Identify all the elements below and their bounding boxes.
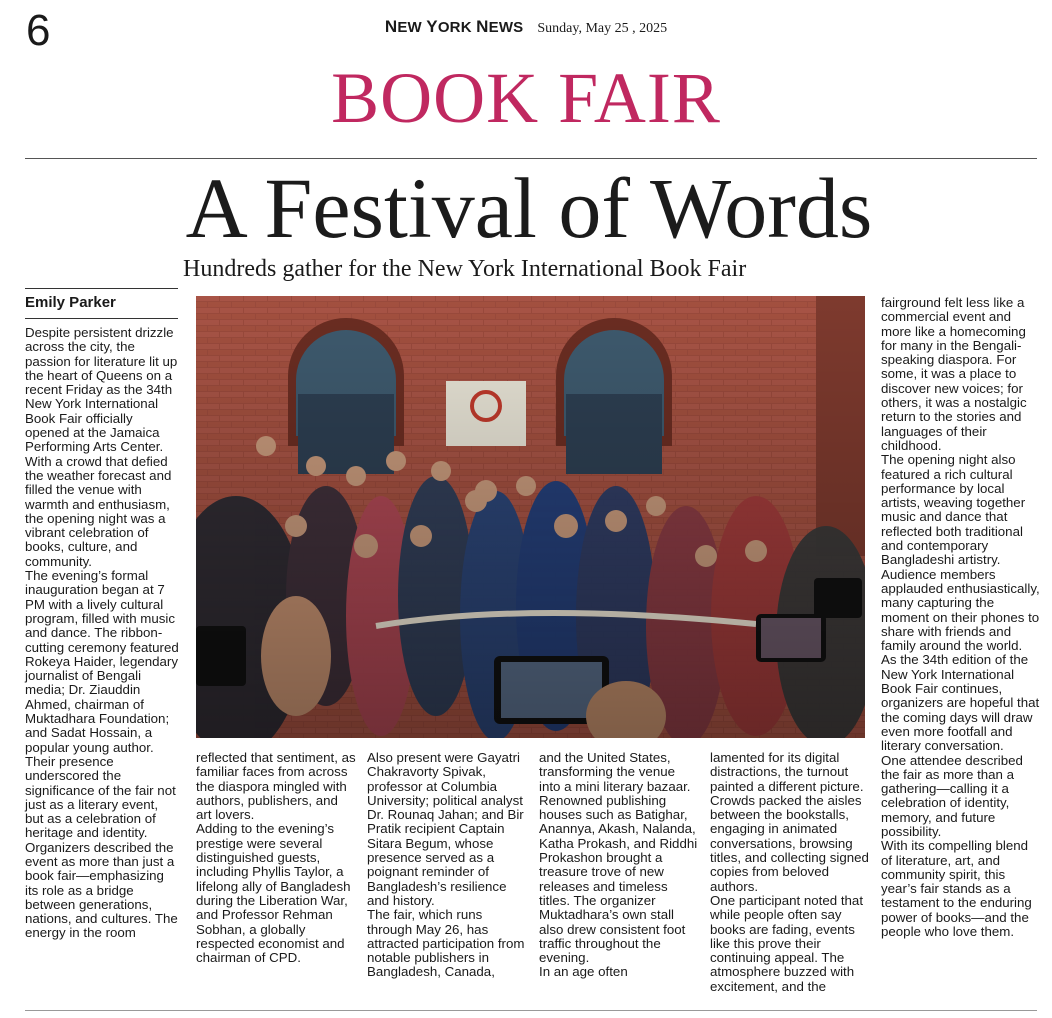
issue-date: Sunday, May 25 , 2025 [537, 21, 668, 36]
paragraph: One attendee described the fair as more than a gathering—calling it a celebration of identity, memory, and future possibility. [881, 752, 1023, 839]
paragraph: Despite persistent drizzle across the city, the passion for literature lit up the heart of Queens on a recent Friday as the 34th New York International Book Fair officially opened at the Jamaica Performing Arts Center. With a crowd that defied the weather forecast and filled the venue with warmth and enthusiasm, the opening night was a vibrant celebration of books, culture, and community. [25, 325, 178, 569]
masthead [0, 17, 1052, 37]
paragraph: Adding to the evening’s prestige were several distinguished guests, including Phyllis Taylor, a lifelong ally of Bangladesh during the Liberation War, and Professor Rehman Sobhan, a globally respected economist and chairman of CPD. [196, 821, 351, 966]
byline: Emily Parker [25, 294, 116, 311]
divider [25, 288, 178, 289]
paragraph: lamented for its digital distractions, the turnout painted a different picture. Crowds packed the aisles between the bookstalls, engaging in animated conversations, browsing titles, and collecting signed copies from beloved authors. [710, 750, 869, 894]
divider [25, 318, 178, 319]
divider [25, 158, 1037, 159]
article-column-6 [881, 296, 1041, 939]
paragraph: and the United States, transforming the venue into a mini literary bazaar. Renowned publishing houses such as Batighar, Anannya, Akash, Nalanda, Katha Prokash, and Riddhi Prokashon brought a treasure trove of new releases and timeless titles. The organizer Muktadhara’s own stall also drew consistent foot traffic throughout the evening. [539, 750, 698, 966]
subheadline: Hundreds gather for the New York International Book Fair [183, 256, 747, 282]
paragraph: The fair, which runs through May 26, has attracted participation from notable publishers in Bangladesh, Canada, [367, 907, 525, 980]
paragraph: With its compelling blend of literature, art, and community spirit, this year’s fair stands as a testament to the enduring power of books—and the people who love them. [881, 838, 1032, 940]
paragraph: reflected that sentiment, as familiar faces from across the diaspora mingled with authors, publishers, and art lovers. [196, 750, 356, 823]
article-column-3 [367, 751, 527, 980]
article-column-1 [25, 326, 180, 941]
paragraph: Organizers described the event as more than just a book fair—emphasizing its role as a bridge between generations, nations, and cultures. The energy in the room [25, 839, 178, 941]
photo-illustration [196, 296, 865, 738]
section-title: BOOK FAIR [331, 58, 721, 138]
article-column-5 [710, 751, 872, 994]
paragraph: The evening’s formal inauguration began at 7 PM with a lively cultural program, filled with music and dance. The ribbon-cutting ceremony featured Rokeya Haider, legendary journalist of Bengali media; Dr. Ziauddin Ahmed, chairman of Muktadhara Foundation; and Sadat Hossain, a popular young author. Their presence underscored the significance of the fair not just as a literary event, but as a celebration of heritage and identity. [25, 568, 179, 841]
paragraph: The opening night also featured a rich cultural performance by local artists, weaving together music and dance that reflected both traditional and contemporary Bangladeshi artistry. Audience members applauded enthusiastically, many capturing the moment on their phones to share with friends and family around the world. [881, 452, 1040, 654]
article-column-4 [539, 751, 699, 980]
paragraph: One participant noted that while people often say books are fading, events like this prove their continuing appeal. The atmosphere buzzed with excitement, and the [710, 892, 864, 994]
article-column-2 [196, 751, 356, 965]
ribbon-cutting-crowd-photo [196, 296, 865, 738]
paragraph: fairground felt less like a commercial event and more like a homecoming for many in the Bengali-speaking diaspora. For some, it was a place to discover new voices; for others, it was a nostalgic return to the stories and languages of their childhood. [881, 295, 1027, 453]
paragraph: In an age often [539, 964, 628, 980]
paragraph: As the 34th edition of the New York International Book Fair continues, organizers are hopeful that the coming days will draw even more footfall and literary conversation. [881, 652, 1040, 754]
publication-name: NEW YORK NEWS [384, 17, 524, 36]
page-number: 6 [26, 6, 51, 55]
divider [25, 1010, 1037, 1011]
paragraph: Also present were Gayatri Chakravorty Spivak, professor at Columbia University; political analyst Dr. Rounaq Jahan; and Bir Pratik recipient Captain Sitara Begum, whose presence served as a poignant reminder of Bangladesh’s resilience and history. [367, 750, 524, 908]
headline: A Festival of Words [185, 160, 873, 256]
